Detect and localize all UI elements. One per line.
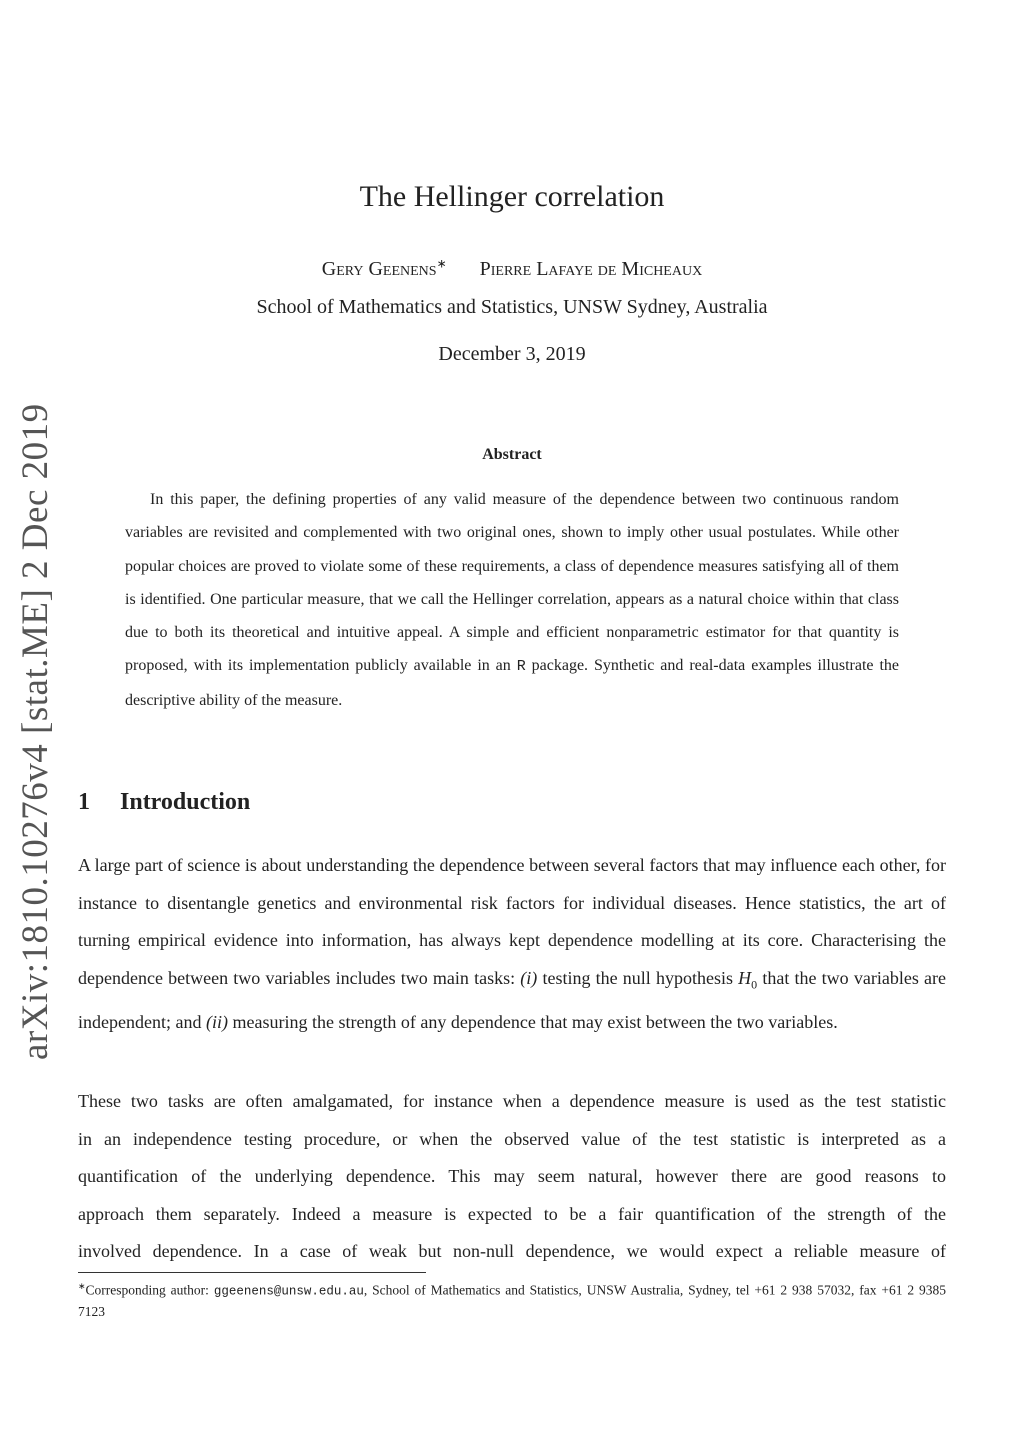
author-name: Pierre Lafaye de Micheaux [479,257,703,280]
section-heading [78,789,250,816]
text-line: in an independence testing procedure, or when the observed value of the test statistic is interpreted as a [78,1128,946,1149]
r-package-name: R [516,658,526,676]
null-hypothesis-symbol: $H_0$ [738,967,758,992]
section-title: Introduction [120,789,251,815]
body-paragraph: A large part of science is about understanding the dependence between several factors that may influence each other, for instance to disentangle genetics and environmental risk factors for individual diseases. Hence statistics, the art of turning empirical evidence into information, has always kept dependence modelling at its core. Characterising the dependence between two variables includes two main tasks: (i) testing the null hypothesis $H_0$ that the two variables are independent; and (ii) measuring the strength of any dependence that may exist between the two variables. [78,855,946,1032]
abstract-heading: Abstract [482,446,542,463]
author-footnote-mark[interactable]: ∗ [436,256,447,270]
text-line: involved dependence. In a case of weak but non-null dependence, we would expect a reliable measure of [78,1241,946,1262]
arxiv-identifier-stamp: arXiv:1810.10276v4 [stat.ME] 2 Dec 2019 [15,403,56,1060]
footnote: ∗Corresponding author: ggeenens@unsw.edu.au, School of Mathematics and Statistics, UNSW Australia, Sydney, tel +61 2 938 57032, fax +61 2 9385 7123 [78,1281,947,1319]
publication-date: December 3, 2019 [438,343,586,365]
paper-title: The Hellinger correlation [359,180,665,213]
author-name: Gery Geenens∗ [321,256,447,280]
footnote-divider [78,1272,426,1273]
text-line: These two tasks are often amalgamated, for instance when a dependence measure is used as the test statistic [78,1091,946,1111]
text-line: approach them separately. Indeed a measure is expected to be a fair quantification of the strength of the [78,1203,946,1224]
section-number: 1 [78,789,90,815]
affiliation: School of Mathematics and Statistics, UNSW Sydney, Australia [256,296,768,318]
body-paragraph [78,1083,946,1271]
email-link[interactable]: ggeenens@unsw.edu.au [213,1284,364,1299]
text-line: quantification of the underlying dependence. This may seem natural, however there are good reasons to [78,1166,946,1187]
author-list [0,256,1024,281]
abstract-text: In this paper, the defining properties of any valid measure of the dependence between two continuous random variables are revisited and complemented with two original ones, shown to imply other usual postulates. While other popular choices are proved to violate some of these requirements, a class of dependence measures satisfying all of them is identified. One particular measure, that we call the Hellinger correlation, appears as a natural choice within that class due to both its theoretical and intuitive appeal. A simple and efficient nonparametric estimator for that quantity is proposed, with its implementation publicly available in an R package. Synthetic and real-data examples illustrate the descriptive ability of the measure. [125,491,899,709]
